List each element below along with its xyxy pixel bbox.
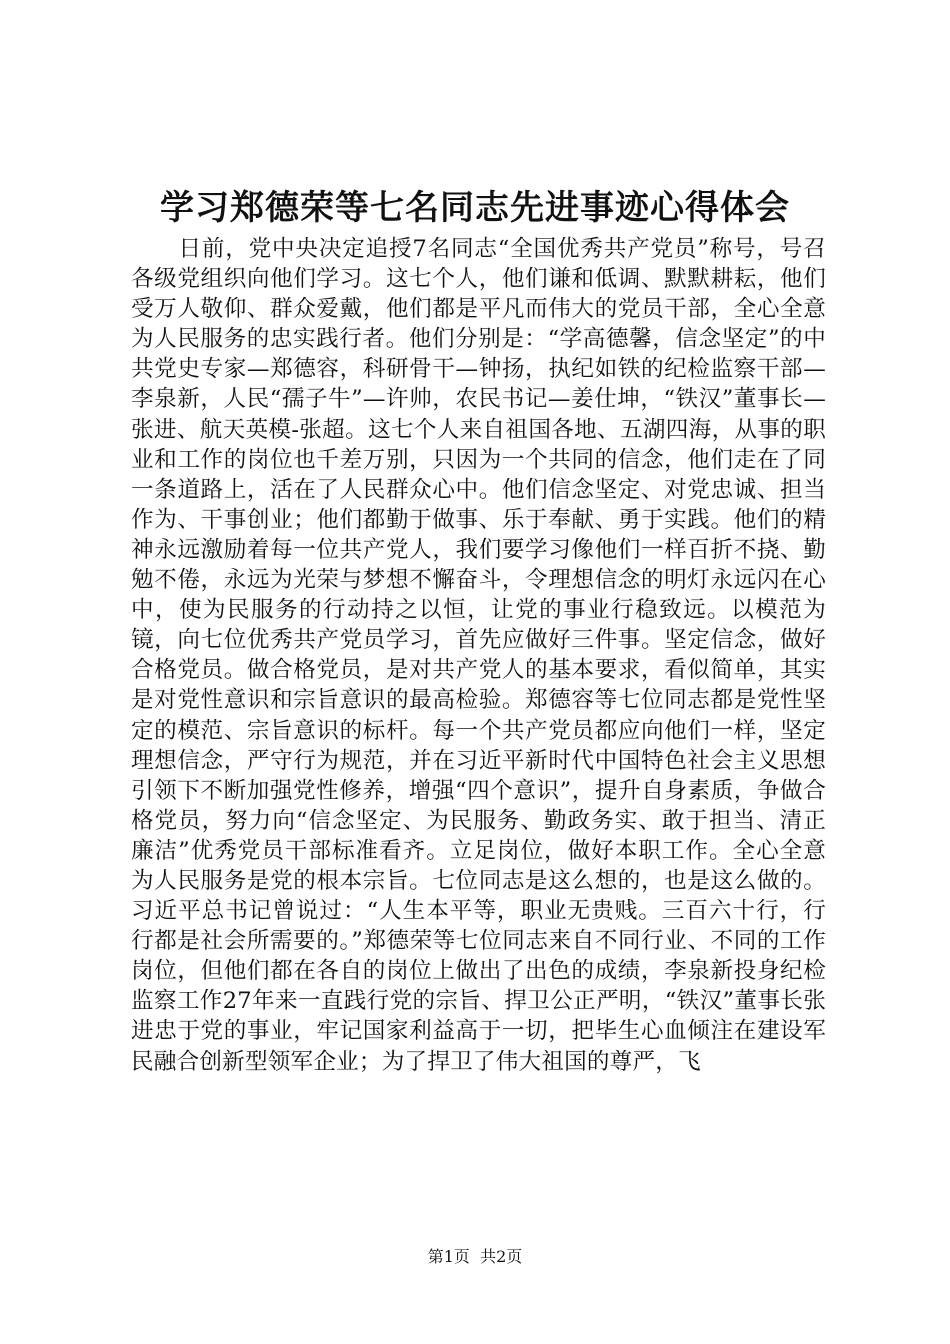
page-footer bbox=[0, 1246, 950, 1268]
page-total: 共2页 bbox=[480, 1247, 523, 1266]
document-body-paragraph: 日前，党中央决定追授7名同志“全国优秀共产党员”称号，号召各级党组织向他们学习。这七个人，他们谦和低调、默默耕耘，他们受万人敬仰、群众爱戴，他们都是平凡而伟大的党员干部，全心全意为人民服务的忠实践行者。他们分别是：“学高德馨，信念坚定”的中共党史专家—郑德容，科研骨干—钟扬，执纪如铁的纪检监察干部—李泉新，人民“孺子牛”—许帅，农民书记—姜仕坤，“铁汉”董事长—张进、航天英模-张超。这七个人来自祖国各地、五湖四海，从事的职业和工作的岗位也千差万别，只因为一个共同的信念，他们走在了同一条道路上，活在了人民群众心中。他们信念坚定、对党忠诚、担当作为、干事创业；他们都勤于做事、乐于奉献、勇于实践。他们的精神永远激励着每一位共产党人，我们要学习像他们一样百折不挠、勤勉不倦，永远为光荣与梦想不懈奋斗，令理想信念的明灯永远闪在心中，使为民服务的行动持之以恒，让党的事业行稳致远。以模范为镜，向七位优秀共产党员学习，首先应做好三件事。坚定信念，做好合格党员。做合格党员，是对共产党人的基本要求，看似简单，其实是对党性意识和宗旨意识的最高检验。郑德容等七位同志都是党性坚定的模范、宗旨意识的标杆。每一个共产党员都应向他们一样，坚定理想信念，严守行为规范，并在习近平新时代中国特色社会主义思想引领下不断加强党性修养，增强“四个意识”，提升自身素质，争做合格党员，努力向“信念坚定、为民服务、勤政务实、敢于担当、清正廉洁”优秀党员干部标准看齐。立足岗位，做好本职工作。全心全意为人民服务是党的根本宗旨。七位同志是这么想的，也是这么做的。习近平总书记曾说过：“人生本平等，职业无贵贱。三百六十行，行行都是社会所需要的。”郑德荣等七位同志来自不同行业、不同的工作岗位，但他们都在各自的岗位上做出了出色的成绩，李泉新投身纪检监察工作27年来一直践行党的宗旨、捍卫公正严明，“铁汉”董事长张进忠于党的事业，牢记国家利益高于一切，把毕生心血倾注在建设军民融合创新型领军企业；为了捍卫了伟大祖国的尊严，飞 bbox=[131, 236, 826, 1075]
footer-spacer bbox=[470, 1247, 480, 1266]
page-number: 第1页 bbox=[427, 1247, 470, 1266]
document-title: 学习郑德荣等七名同志先进事迹心得体会 bbox=[160, 188, 790, 228]
